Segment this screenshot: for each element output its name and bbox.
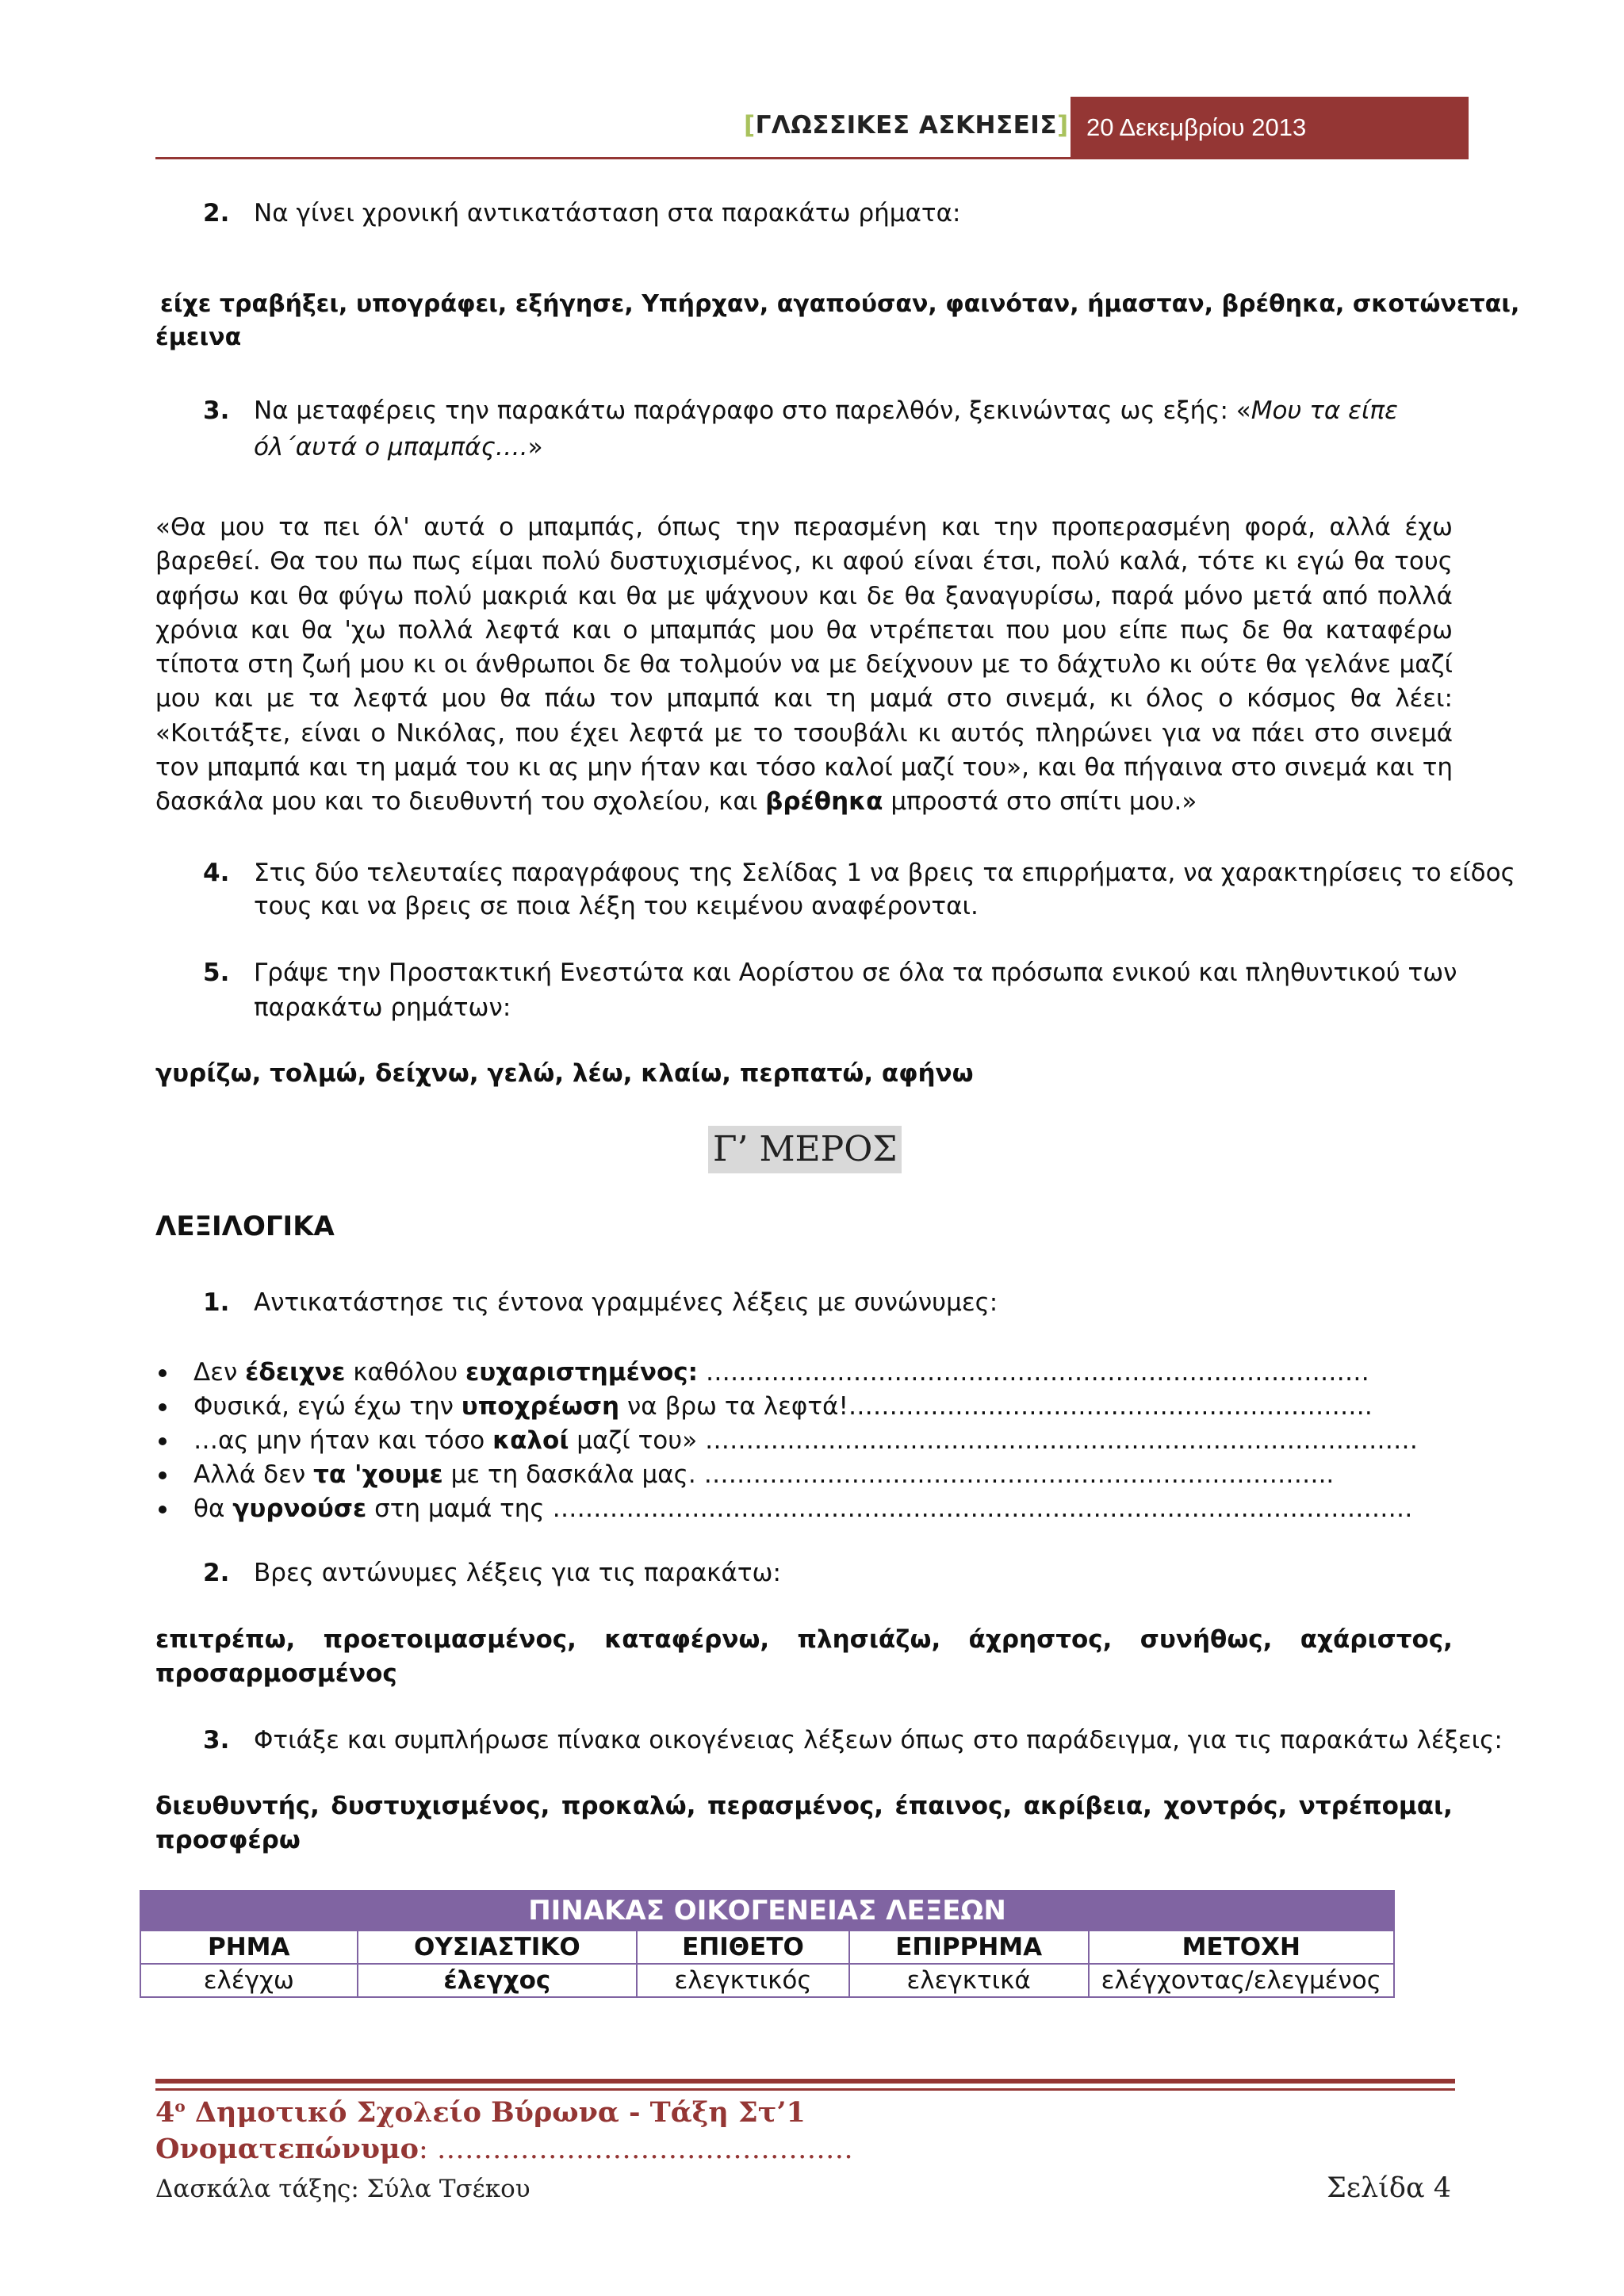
lex1-number: 1.: [203, 1288, 230, 1317]
table-caption-row: [140, 1891, 1394, 1931]
item-text: μαζί του»: [569, 1426, 698, 1455]
list-item: [155, 1424, 1456, 1458]
lex2-number: 2.: [203, 1559, 230, 1587]
table-cell: ελεγκτικός: [637, 1964, 849, 1997]
word: ντρέπομαι,: [1298, 1792, 1453, 1820]
lex3-instruction: Φτιάξε και συμπλήρωσε πίνακα οικογένειας λέξεων όπως στο παράδειγμα, για τις παρακάτω λέξεις:: [254, 1726, 1503, 1755]
ex3-instruction-quote-2: όλ΄αυτά ο μπαμπάς….: [254, 433, 528, 461]
ex3-number: 3.: [203, 396, 230, 425]
table-cell: έλεγχος: [358, 1964, 638, 1997]
section-title: Γ’ ΜΕΡΟΣ: [708, 1126, 902, 1173]
header-rule: [155, 157, 1469, 159]
footer-name: [155, 2133, 853, 2165]
item-text: Δεν: [193, 1358, 246, 1387]
footer-school-text: Δημοτικό Σχολείο Βύρωνα - Τάξη Στ’1: [185, 2096, 806, 2129]
ex5-line1: Γράψε την Προστακτική Ενεστώτα και Αορίστου σε όλα τα πρόσωπα ενικού και πληθυντικού των: [254, 959, 1457, 987]
table-cell: ελέγχω: [140, 1964, 358, 1997]
word: έπαινος,: [894, 1792, 1013, 1820]
ex3-instruction-line2: [254, 430, 543, 465]
ex3-paragraph-text: «Θα μου τα πει όλ' αυτά ο μπαμπάς, όπως την περασμένη και την προπερασμένη φορά, αλλά έχω βαρεθεί. Θα του πω πως είμαι πολύ δυστυχισμένος, κι αφού είναι έτσι, πολύ καλά, τότε κι εγώ θα τους αφήσω και θα φύγω πολύ μακριά και θα με ψάχνουν και δε θα ξαναγυρίσω, παρά μόνο μετά από πολλά χρόνια και θα 'χω πολλά λεφτά και ο μπαμπάς μου θα ντρέπεται που μου είπε πως δε θα καταφέρω τίποτα στη ζωή μου κι οι άνθρωποι δε θα τολμούν να με δείχνουν με το δάχτυλο κι ούτε θα γελάνε μαζί μου και με τα λεφτά μου θα πάω τον μπαμπά και τη μαμά στο σινεμά, κι όλος ο κόσμος θα λέει: «Κοιτάξτε, είναι ο Νικόλας, που έχει λεφτά με το τσουβάλι κι αυτός πληρώνει για να πάει στο σινεμά τον μπαμπά και τη μαμά του κι ας μην ήταν και τόσο καλοί μαζί του», και θα πήγαινα στο σινεμά και τη δασκάλα μου και το διευθυντή του σχολείου, και: [155, 513, 1453, 817]
list-item: [155, 1458, 1456, 1492]
list-item: [155, 1492, 1456, 1526]
item-bold: γυρνούσε: [232, 1494, 367, 1523]
item-text: Φυσικά, εγώ έχω την: [193, 1392, 462, 1421]
header-bracket-close: ]: [1057, 111, 1069, 140]
table-header-cell: ΡΗΜΑ: [140, 1931, 358, 1964]
ex3-instruction-quote-1: Μου τα είπε: [1251, 396, 1398, 425]
word: διευθυντής,: [155, 1792, 320, 1820]
ex2-number: 2.: [203, 199, 230, 228]
ex3-instruction-text: Να μεταφέρεις την παρακάτω παράγραφο στο παρελθόν, ξεκινώντας ως εξής: «: [254, 396, 1251, 425]
item-text: στη μαμά της: [366, 1494, 545, 1523]
ex3-instruction: [254, 394, 1398, 428]
footer-teacher: Δασκάλα τάξης: Σύλα Τσέκου: [155, 2175, 530, 2203]
table-row: [140, 1964, 1394, 1997]
bullet-icon: [159, 1369, 167, 1377]
item-text: Αλλά δεν: [193, 1460, 314, 1489]
footer-name-blank: : ………………………………………: [418, 2133, 853, 2165]
ex4-line2: τους και να βρεις σε ποια λέξη του κειμένου αναφέρονται.: [254, 892, 979, 920]
lex1-instruction: Αντικατάστησε τις έντονα γραμμένες λέξεις με συνώνυμες:: [254, 1288, 998, 1317]
ex5-line2: παρακάτω ρημάτων:: [254, 993, 511, 1022]
footer-rule-thin: [155, 2088, 1455, 2091]
lex2-words-line2: προσαρμοσμένος: [155, 1659, 397, 1688]
item-blank: ……………………………………………………………………………………………: [544, 1494, 1413, 1523]
word: άχρηστος,: [968, 1625, 1113, 1654]
item-text: με τη δασκάλα μας.: [442, 1460, 696, 1489]
footer-school-sup: ο: [174, 2096, 186, 2116]
item-blank: ……………………………………………………….: [848, 1392, 1373, 1421]
item-blank: ………………………………………………………………………: [698, 1358, 1369, 1387]
list-item: [155, 1390, 1456, 1424]
ex3-paragraph-bold: βρέθηκα: [765, 787, 883, 817]
table-cell: ελέγχοντας/ελεγμένος: [1089, 1964, 1394, 1997]
lex3-number: 3.: [203, 1726, 230, 1755]
item-blank: …………………………………………………………………..: [695, 1460, 1335, 1489]
footer-school: [155, 2096, 806, 2129]
footer-page-number: Σελίδα 4: [1327, 2172, 1451, 2204]
footer-rule-thick: [155, 2079, 1455, 2084]
item-bold: καλοί: [492, 1426, 569, 1455]
word: καταφέρνω,: [604, 1625, 770, 1654]
item-text: καθόλου: [345, 1358, 466, 1387]
table-caption: ΠΙΝΑΚΑΣ ΟΙΚΟΓΕΝΕΙΑΣ ΛΕΞΕΩΝ: [140, 1891, 1394, 1931]
ex5-verbs: γυρίζω, τολμώ, δείχνω, γελώ, λέω, κλαίω, περπατώ, αφήνω: [155, 1059, 974, 1088]
ex2-instruction: Να γίνει χρονική αντικατάσταση στα παρακάτω ρήματα:: [254, 199, 961, 228]
ex3-paragraph: [155, 511, 1453, 820]
bullet-icon: [159, 1506, 167, 1513]
footer-school-num: 4: [155, 2096, 175, 2129]
footer-name-label: Ονοματεπώνυμο: [155, 2133, 419, 2165]
lex3-words-line2: προσφέρω: [155, 1826, 301, 1854]
ex3-paragraph-end: μπροστά στο σπίτι μου.»: [883, 787, 1197, 817]
lex1-list: [155, 1356, 1456, 1526]
word: προκαλώ,: [561, 1792, 696, 1820]
section-subtitle: ΛΕΞΙΛΟΓΙΚΑ: [155, 1211, 335, 1242]
table-header-cell: ΕΠΙΡΡΗΜΑ: [849, 1931, 1089, 1964]
ex3-instruction-close: »: [527, 433, 543, 461]
ex2-verbs-line1: είχε τραβήξει, υπογράφει, εξήγησε, Υπήρχαν, αγαπούσαν, φαινόταν, ήμασταν, βρέθηκα, σκοτώνεται,: [160, 290, 1520, 318]
table-header-row: [140, 1931, 1394, 1964]
table-cell: ελεγκτικά: [849, 1964, 1089, 1997]
word: περασμένος,: [707, 1792, 884, 1820]
table-header-cell: ΟΥΣΙΑΣΤΙΚΟ: [358, 1931, 638, 1964]
word: χοντρός,: [1163, 1792, 1288, 1820]
word: αχάριστος,: [1300, 1625, 1453, 1654]
header-title-text: ΓΛΩΣΣΙΚΕΣ ΑΣΚΗΣΕΙΣ: [755, 111, 1058, 140]
header-bracket-open: [: [744, 111, 756, 140]
bullet-icon: [159, 1471, 167, 1479]
item-bold: υποχρέωση: [461, 1392, 620, 1421]
lex2-words-line1: [155, 1623, 1453, 1657]
list-item: [155, 1356, 1456, 1390]
word: ακρίβεια,: [1023, 1792, 1152, 1820]
bullet-icon: [159, 1403, 167, 1411]
item-text: …ας μην ήταν και τόσο: [193, 1426, 493, 1455]
ex4-number: 4.: [203, 859, 230, 887]
lex2-instruction: Βρες αντώνυμες λέξεις για τις παρακάτω:: [254, 1559, 781, 1587]
bullet-icon: [159, 1437, 167, 1445]
table-header-cell: ΕΠΙΘΕΤΟ: [637, 1931, 849, 1964]
word: συνήθως,: [1139, 1625, 1273, 1654]
word: δυστυχισμένος,: [331, 1792, 550, 1820]
item-bold: τα 'χουμε: [313, 1460, 443, 1489]
word-family-table: [140, 1890, 1395, 1998]
ex4-line1: Στις δύο τελευταίες παραγράφους της Σελίδας 1 να βρεις τα επιρρήματα, να χαρακτηρίσεις το είδος: [254, 859, 1515, 887]
table-header-cell: ΜΕΤΟΧΗ: [1089, 1931, 1394, 1964]
header-title: [744, 111, 1069, 140]
item-blank: ……………………………………………………………………………: [697, 1426, 1419, 1455]
item-text: θα: [193, 1494, 233, 1523]
ex5-number: 5.: [203, 959, 230, 987]
word: επιτρέπω,: [155, 1625, 296, 1654]
word: προετοιμασμένος,: [323, 1625, 576, 1654]
item-bold: ευχαριστημένος:: [465, 1358, 699, 1387]
word: πλησιάζω,: [797, 1625, 941, 1654]
ex2-verbs-line2: έμεινα: [155, 323, 242, 351]
lex3-words-line1: [155, 1789, 1453, 1823]
item-bold: έδειχνε: [245, 1358, 346, 1387]
item-text: να βρω τα λεφτά!: [619, 1392, 848, 1421]
header-date: 20 Δεκεμβρίου 2013: [1071, 97, 1469, 159]
